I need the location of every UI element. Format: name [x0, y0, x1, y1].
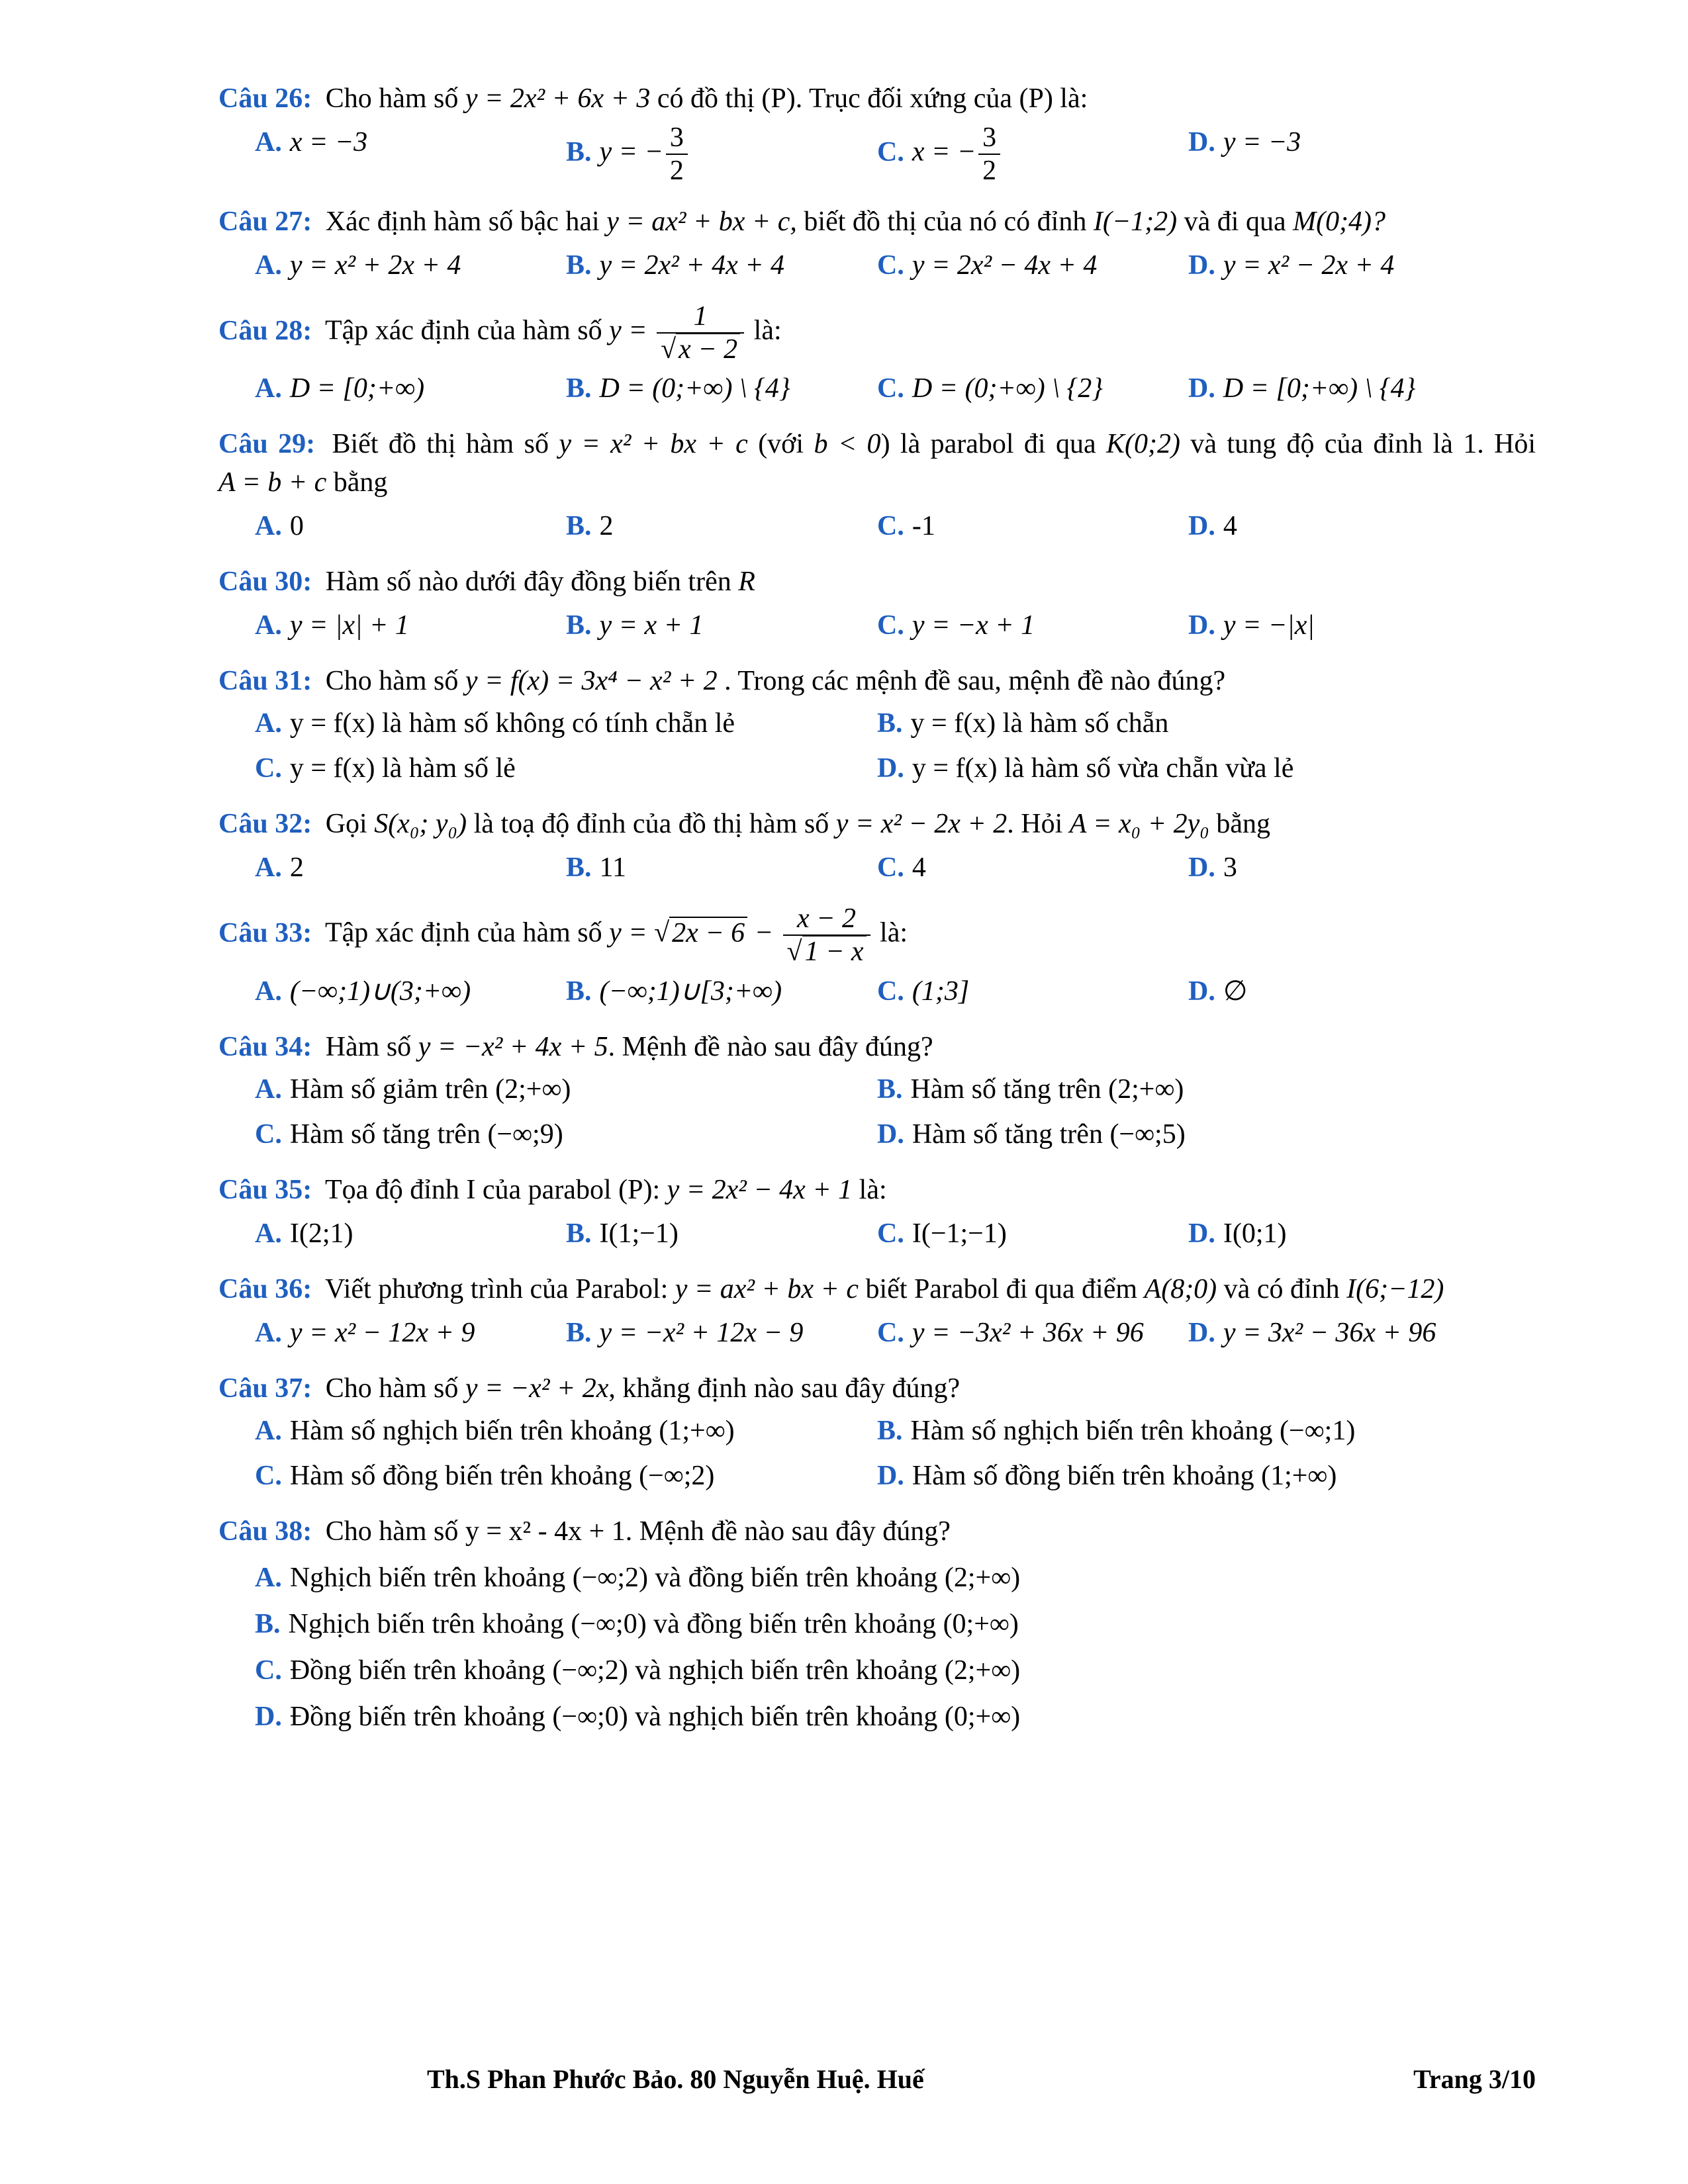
stem-text: biết Parabol đi qua điểm	[865, 1273, 1138, 1304]
option-text: 4	[1223, 511, 1237, 542]
stem-formula: y = 2x² − 4x + 1	[667, 1174, 853, 1205]
option-text: 2	[599, 511, 614, 542]
option-label: D.	[1188, 610, 1215, 641]
option-label: D.	[1188, 1317, 1215, 1348]
options-list	[218, 1559, 1536, 1736]
fraction-numerator: x − 2	[783, 904, 870, 936]
question-stem	[218, 302, 1536, 364]
option-a	[255, 507, 566, 545]
option-a	[255, 606, 566, 645]
option-text: y = −|x|	[1223, 610, 1315, 641]
question-29	[218, 425, 1536, 545]
options-grid	[218, 1412, 1536, 1495]
option-text: D = (0;+∞) \ {2}	[912, 373, 1103, 404]
option-label: C.	[255, 1655, 282, 1686]
option-b	[566, 123, 877, 185]
stem-formula: y =	[609, 315, 647, 346]
option-text: Hàm số nghịch biến trên khoảng (−∞;1)	[910, 1415, 1356, 1446]
question-label: Câu 34:	[218, 1031, 312, 1062]
option-a	[255, 1559, 1536, 1597]
fraction-denominator: 2	[669, 156, 684, 187]
stem-text: bằng	[333, 467, 388, 498]
sqrt-radicand: x − 2	[676, 333, 740, 365]
option-label: D.	[1188, 250, 1215, 281]
option-d	[1188, 972, 1499, 1011]
option-text: y = f(x) là hàm số lẻ	[289, 753, 516, 784]
stem-text: là:	[880, 918, 908, 949]
option-text: y = −3x² + 36x + 96	[912, 1317, 1144, 1348]
stem-text: Tọa độ đỉnh I của parabol (P):	[324, 1174, 661, 1205]
option-b	[566, 369, 877, 408]
option-c	[877, 123, 1188, 185]
option-text: y = −x² + 12x − 9	[599, 1317, 804, 1348]
option-text: D = [0;+∞) \ {4}	[1223, 373, 1416, 404]
option-label: C.	[255, 1118, 282, 1150]
option-label: B.	[566, 852, 592, 884]
option-d	[1188, 246, 1499, 285]
question-37	[218, 1369, 1536, 1495]
option-b	[566, 606, 877, 645]
option-label: C.	[877, 610, 904, 641]
options-row	[218, 507, 1536, 545]
option-text: y = −x + 1	[912, 610, 1035, 641]
question-label: Câu 37:	[218, 1373, 312, 1404]
stem-text: và tung độ của đỉnh là 1. Hỏi	[1190, 429, 1536, 460]
option-text: y = x² − 2x + 4	[1223, 250, 1395, 281]
stem-text: . Trong các mệnh đề sau, mệnh đề nào đúng?	[724, 666, 1226, 697]
fraction-numerator: 3	[666, 123, 688, 155]
option-c	[877, 369, 1188, 408]
question-28	[218, 302, 1536, 408]
footer-author: Th.S Phan Phước Bảo. 80 Nguyễn Huệ. Huế	[427, 2064, 924, 2094]
option-text: y = x² − 12x + 9	[289, 1317, 475, 1348]
stem-formula: I(6;−12)	[1346, 1273, 1444, 1304]
question-stem	[218, 425, 1536, 502]
options-row	[218, 123, 1536, 185]
question-stem	[218, 1270, 1536, 1308]
sqrt-radicand: 2x − 6	[669, 917, 747, 948]
option-b	[566, 1314, 877, 1352]
stem-formula: y = x² − 2x + 2	[835, 809, 1008, 840]
option-b	[877, 1412, 1499, 1450]
question-stem	[218, 1369, 1536, 1408]
stem-text: Cho hàm số y = x² - 4x + 1. Mệnh đề nào sau đây đúng?	[325, 1516, 951, 1547]
question-label: Câu 38:	[218, 1516, 312, 1547]
option-label: B.	[877, 708, 903, 739]
fraction	[666, 123, 688, 185]
stem-text: , khẳng định nào sau đây đúng?	[608, 1373, 961, 1404]
option-text: 4	[912, 852, 926, 884]
question-label: Câu 29:	[218, 429, 316, 460]
option-label: A.	[255, 610, 282, 641]
stem-text: là toạ độ đỉnh của đồ thị hàm số	[473, 809, 829, 840]
options-row	[218, 1214, 1536, 1253]
option-label: D.	[1188, 127, 1215, 158]
question-label: Câu 31:	[218, 666, 312, 697]
question-stem	[218, 805, 1536, 843]
option-text: I(0;1)	[1223, 1218, 1287, 1249]
option-text: Nghịch biến trên khoảng (−∞;0) và đồng biến trên khoảng (0;+∞)	[288, 1608, 1019, 1639]
option-b	[566, 972, 877, 1011]
question-list	[218, 79, 1536, 1736]
stem-text: Viết phương trình của Parabol:	[324, 1273, 669, 1304]
option-a	[255, 1070, 877, 1109]
option-text: D = (0;+∞) \ {4}	[599, 373, 790, 404]
stem-formula: y =	[609, 918, 647, 949]
stem-formula: y = f(x) = 3x⁴ − x² + 2	[465, 666, 718, 697]
option-b	[255, 1605, 1536, 1643]
question-label: Câu 35:	[218, 1174, 312, 1205]
option-c	[877, 246, 1188, 285]
stem-text: là:	[753, 315, 782, 346]
option-label: C.	[255, 753, 282, 784]
stem-formula: y = ax² + bx + c	[675, 1273, 859, 1304]
fraction	[783, 904, 870, 966]
option-a	[255, 246, 566, 285]
stem-text: và đi qua	[1184, 206, 1286, 238]
minus-sign: −	[754, 918, 773, 949]
stem-formula: R	[738, 567, 755, 598]
sqrt-radicand: 1 − x	[802, 935, 867, 967]
stem-formula: y = x² + bx + c	[559, 429, 748, 460]
option-label: B.	[877, 1415, 903, 1446]
stem-formula: y = ax² + bx + c,	[606, 206, 797, 238]
question-label: Câu 28:	[218, 315, 312, 346]
question-26	[218, 79, 1536, 185]
option-text: Đồng biến trên khoảng (−∞;2) và nghịch biến trên khoảng (2;+∞)	[289, 1655, 1021, 1686]
question-stem	[218, 563, 1536, 601]
option-label: C.	[877, 136, 904, 167]
option-label: A.	[255, 1415, 282, 1446]
option-a	[255, 1314, 566, 1352]
question-stem	[218, 1171, 1536, 1209]
stem-text: . Hỏi	[1007, 809, 1063, 840]
option-text: (−∞;1)∪(3;+∞)	[289, 976, 471, 1007]
option-a	[255, 123, 566, 185]
option-text: 11	[599, 852, 626, 884]
option-label: B.	[566, 976, 592, 1007]
option-a	[255, 369, 566, 408]
option-d	[877, 1457, 1499, 1495]
option-text: D = [0;+∞)	[289, 373, 425, 404]
option-text: Hàm số nghịch biến trên khoảng (1;+∞)	[289, 1415, 735, 1446]
option-text: (1;3]	[912, 976, 970, 1007]
option-text: Nghịch biến trên khoảng (−∞;2) và đồng biến trên khoảng (2;+∞)	[289, 1562, 1021, 1593]
option-a	[255, 1214, 566, 1253]
option-label: C.	[877, 373, 904, 404]
option-label: C.	[877, 250, 904, 281]
option-a	[255, 1412, 877, 1450]
stem-formula: y = −x² + 2x	[465, 1373, 609, 1404]
question-stem	[218, 662, 1536, 700]
option-label: D.	[877, 753, 904, 784]
option-text: x = −3	[289, 127, 368, 158]
question-stem	[218, 904, 1536, 966]
stem-formula: y = −x² + 4x + 5	[418, 1031, 608, 1062]
option-label: A.	[255, 250, 282, 281]
option-text: I(1;−1)	[599, 1218, 679, 1249]
option-text: I(2;1)	[289, 1218, 353, 1249]
options-row	[218, 972, 1536, 1011]
stem-formula: S(x₀; y₀)	[374, 809, 467, 840]
fraction-numerator: 1	[657, 302, 744, 334]
stem-text: (với	[758, 429, 804, 460]
option-text: y = 2x² − 4x + 4	[912, 250, 1098, 281]
option-label: A.	[255, 976, 282, 1007]
stem-formula: K(0;2)	[1106, 429, 1180, 460]
options-grid	[218, 704, 1536, 788]
option-label: B.	[566, 511, 592, 542]
option-label: D.	[877, 1460, 904, 1491]
option-text: y = f(x) là hàm số không có tính chẵn lẻ	[289, 708, 735, 739]
sqrt-expression: √2x − 6	[654, 917, 747, 948]
fraction-denominator: 2	[982, 156, 997, 187]
options-row	[218, 369, 1536, 408]
option-text: Hàm số giảm trên (2;+∞)	[289, 1073, 571, 1105]
stem-text: Tập xác định của hàm số	[324, 315, 602, 346]
options-row	[218, 606, 1536, 645]
option-text: Hàm số tăng trên (2;+∞)	[910, 1073, 1184, 1105]
fraction	[978, 123, 1000, 185]
option-label: A.	[255, 852, 282, 884]
option-label: B.	[566, 1317, 592, 1348]
question-27	[218, 203, 1536, 285]
option-label: B.	[566, 1218, 592, 1249]
option-c	[877, 848, 1188, 887]
stem-text: ) là parabol đi qua	[880, 429, 1096, 460]
question-31	[218, 662, 1536, 788]
fraction-denominator: √x − 2	[657, 334, 744, 364]
option-c	[877, 1214, 1188, 1253]
option-label: C.	[877, 852, 904, 884]
options-row	[218, 246, 1536, 285]
option-c	[255, 1651, 1536, 1690]
option-text: ∅	[1223, 976, 1248, 1007]
option-text: I(−1;−1)	[912, 1218, 1007, 1249]
option-b	[877, 704, 1499, 743]
stem-text: biết đồ thị của nó có đỉnh	[804, 206, 1087, 238]
option-label: A.	[255, 127, 282, 158]
option-text: y = 2x² + 4x + 4	[599, 250, 785, 281]
stem-formula: M(0;4)?	[1293, 206, 1386, 238]
fraction-denominator: √1 − x	[783, 936, 870, 966]
option-c	[255, 1115, 877, 1154]
option-label: D.	[1188, 976, 1215, 1007]
option-text: y = f(x) là hàm số vừa chẵn vừa lẻ	[912, 753, 1294, 784]
options-row	[218, 1314, 1536, 1352]
option-d	[877, 749, 1499, 788]
stem-text: Hàm số nào dưới đây đồng biến trên	[325, 567, 731, 598]
option-d	[1188, 1314, 1499, 1352]
stem-text: Gọi	[325, 809, 367, 840]
option-label: C.	[877, 1317, 904, 1348]
option-label: B.	[566, 250, 592, 281]
stem-text: Cho hàm số	[325, 666, 459, 697]
option-c	[877, 1314, 1188, 1352]
option-c	[877, 507, 1188, 545]
option-text: 0	[289, 511, 304, 542]
option-label: D.	[1188, 511, 1215, 542]
stem-text: có đồ thị (P). Trục đối xứng của (P) là:	[657, 83, 1088, 114]
question-stem	[218, 203, 1536, 241]
stem-formula: A(8;0)	[1144, 1273, 1217, 1304]
option-b	[566, 246, 877, 285]
question-label: Câu 36:	[218, 1273, 312, 1304]
option-label: D.	[255, 1701, 282, 1732]
option-a	[255, 704, 877, 743]
question-34	[218, 1028, 1536, 1154]
option-c	[877, 972, 1188, 1011]
option-text: y = −3	[1223, 127, 1301, 158]
option-label: C.	[877, 511, 904, 542]
option-d	[1188, 848, 1499, 887]
stem-formula: b < 0	[814, 429, 881, 460]
option-text: Hàm số đồng biến trên khoảng (−∞;2)	[289, 1460, 715, 1491]
stem-text: bằng	[1216, 809, 1270, 840]
option-text: x = −	[912, 136, 976, 167]
option-text: Đồng biến trên khoảng (−∞;0) và nghịch biến trên khoảng (0;+∞)	[289, 1701, 1021, 1732]
question-label: Câu 30:	[218, 567, 312, 598]
question-35	[218, 1171, 1536, 1253]
stem-text: Cho hàm số	[325, 1373, 459, 1404]
option-text: Hàm số tăng trên (−∞;9)	[289, 1118, 563, 1150]
options-row	[218, 848, 1536, 887]
option-label: C.	[877, 976, 904, 1007]
stem-formula: I(−1;2)	[1093, 206, 1178, 238]
option-c	[255, 749, 877, 788]
option-text: 2	[289, 852, 304, 884]
option-a	[255, 972, 566, 1011]
stem-text: Cho hàm số	[325, 83, 459, 114]
option-label: D.	[877, 1118, 904, 1150]
option-label: B.	[566, 136, 592, 167]
option-text: (−∞;1)∪[3;+∞)	[599, 976, 782, 1007]
question-30	[218, 563, 1536, 645]
stem-text: là:	[859, 1174, 887, 1205]
option-label: C.	[877, 1218, 904, 1249]
option-b	[566, 1214, 877, 1253]
question-stem	[218, 1028, 1536, 1066]
fraction-numerator: 3	[978, 123, 1000, 155]
options-grid	[218, 1070, 1536, 1154]
option-text: y = f(x) là hàm số chẵn	[910, 708, 1169, 739]
option-label: C.	[255, 1460, 282, 1491]
option-label: A.	[255, 511, 282, 542]
option-text: y = 3x² − 36x + 96	[1223, 1317, 1436, 1348]
option-c	[877, 606, 1188, 645]
question-stem	[218, 79, 1536, 118]
option-label: D.	[1188, 1218, 1215, 1249]
option-label: A.	[255, 708, 282, 739]
question-label: Câu 26:	[218, 83, 312, 114]
option-text: 3	[1223, 852, 1237, 884]
stem-text: Biết đồ thị hàm số	[332, 429, 549, 460]
question-38	[218, 1512, 1536, 1736]
question-33	[218, 904, 1536, 1010]
option-label: A.	[255, 373, 282, 404]
option-text: Hàm số tăng trên (−∞;5)	[912, 1118, 1186, 1150]
option-d	[1188, 369, 1499, 408]
option-text: -1	[912, 511, 935, 542]
option-label: B.	[566, 373, 592, 404]
option-label: A.	[255, 1562, 282, 1593]
option-b	[877, 1070, 1499, 1109]
option-b	[566, 507, 877, 545]
stem-text: Xác định hàm số bậc hai	[325, 206, 600, 238]
question-label: Câu 27:	[218, 206, 312, 238]
option-label: A.	[255, 1317, 282, 1348]
question-32	[218, 805, 1536, 887]
option-d	[1188, 507, 1499, 545]
option-text: y = x + 1	[599, 610, 704, 641]
fraction	[657, 302, 744, 364]
option-d	[255, 1698, 1536, 1736]
question-label: Câu 33:	[218, 918, 312, 949]
option-d	[1188, 1214, 1499, 1253]
option-label: B.	[255, 1608, 281, 1639]
option-label: A.	[255, 1073, 282, 1105]
option-label: B.	[877, 1073, 903, 1105]
option-label: D.	[1188, 373, 1215, 404]
option-d	[1188, 123, 1499, 185]
option-text: Hàm số đồng biến trên khoảng (1;+∞)	[912, 1460, 1337, 1491]
option-text: y = |x| + 1	[289, 610, 409, 641]
stem-text: Tập xác định của hàm số	[324, 918, 602, 949]
page-number: Trang 3/10	[1413, 2064, 1536, 2094]
question-36	[218, 1270, 1536, 1352]
stem-text: Hàm số	[325, 1031, 412, 1062]
question-stem	[218, 1512, 1536, 1551]
option-label: B.	[566, 610, 592, 641]
stem-formula: A = b + c	[218, 467, 327, 498]
option-label: A.	[255, 1218, 282, 1249]
stem-text: . Mệnh đề nào sau đây đúng?	[608, 1031, 933, 1062]
option-b	[566, 848, 877, 887]
option-text: y = −	[599, 136, 663, 167]
option-text: y = x² + 2x + 4	[289, 250, 461, 281]
stem-formula: y = 2x² + 6x + 3	[465, 83, 651, 114]
stem-text: và có đỉnh	[1223, 1273, 1340, 1304]
option-d	[1188, 606, 1499, 645]
option-label: D.	[1188, 852, 1215, 884]
stem-formula: A = x₀ + 2y₀	[1069, 809, 1209, 840]
option-d	[877, 1115, 1499, 1154]
option-a	[255, 848, 566, 887]
option-c	[255, 1457, 877, 1495]
question-label: Câu 32:	[218, 809, 312, 840]
